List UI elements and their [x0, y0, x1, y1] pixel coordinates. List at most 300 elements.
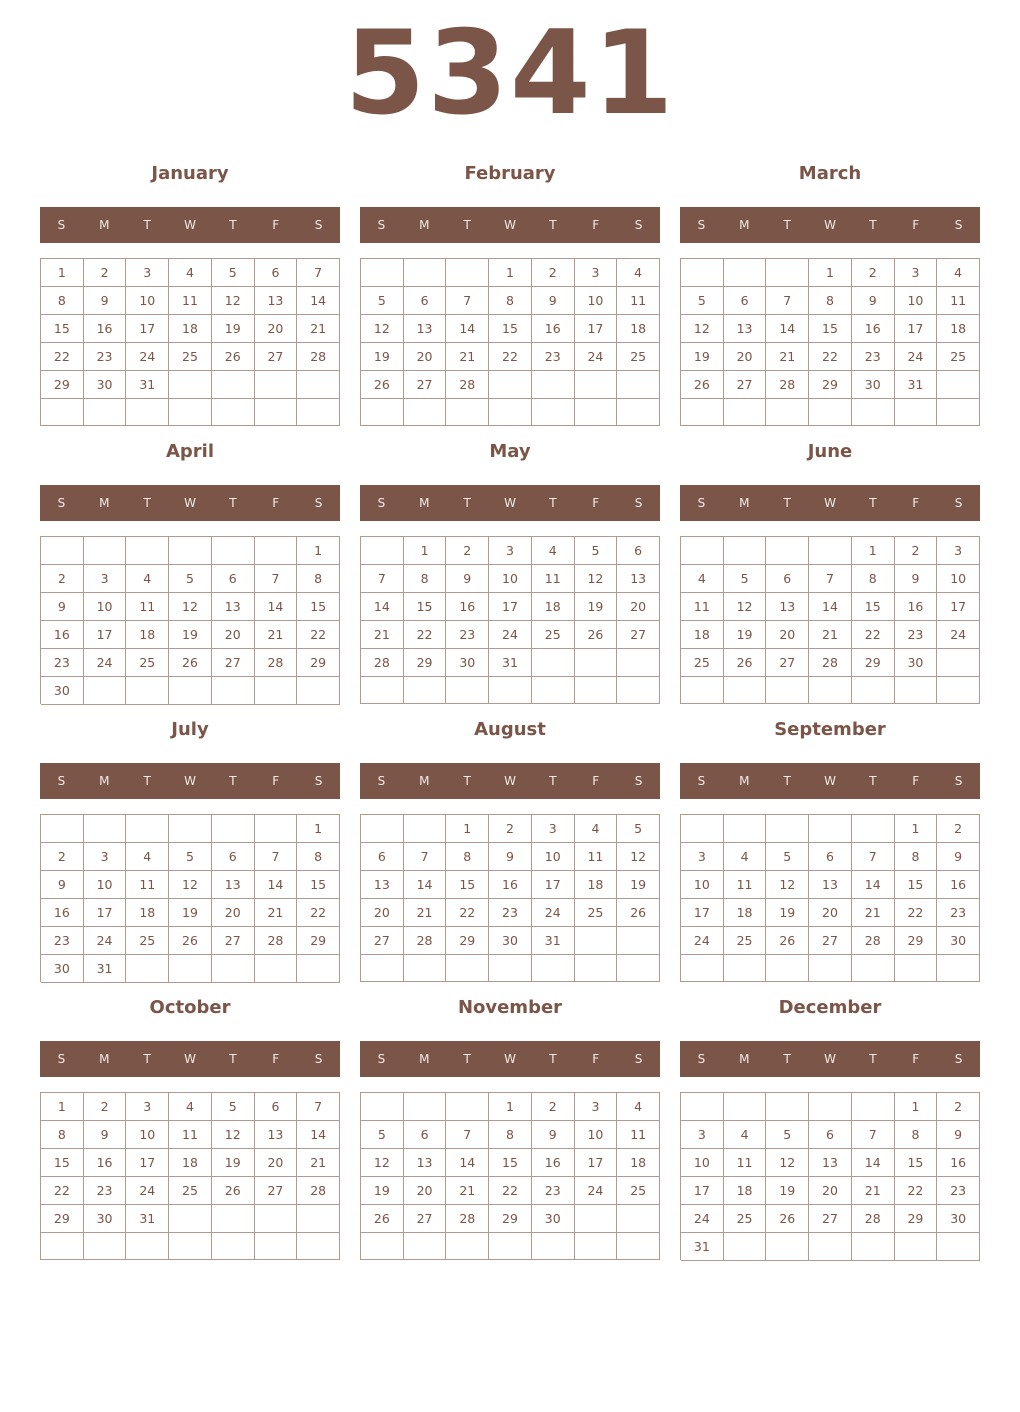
day-cell: 4 [724, 843, 767, 871]
day-cell: 4 [617, 259, 660, 287]
empty-cell [681, 1093, 724, 1121]
day-cell: 16 [84, 1149, 127, 1177]
empty-cell [937, 399, 980, 426]
day-cell: 7 [852, 1121, 895, 1149]
day-cell: 26 [169, 927, 212, 955]
day-cell: 21 [446, 1177, 489, 1205]
empty-cell [617, 677, 660, 704]
day-cell: 7 [297, 1093, 340, 1121]
day-cell: 25 [169, 343, 212, 371]
empty-cell [766, 1233, 809, 1261]
day-cell: 27 [809, 1205, 852, 1233]
empty-cell [617, 1233, 660, 1260]
day-cell: 18 [681, 621, 724, 649]
weekday-label: W [504, 218, 516, 232]
day-cell: 11 [937, 287, 980, 315]
day-cell: 13 [404, 1149, 447, 1177]
day-cell: 16 [489, 871, 532, 899]
empty-cell [361, 399, 404, 426]
day-cell: 24 [532, 899, 575, 927]
empty-cell [681, 259, 724, 287]
day-cell: 9 [895, 565, 938, 593]
empty-cell [724, 815, 767, 843]
day-cell: 22 [895, 899, 938, 927]
day-cell: 8 [852, 565, 895, 593]
weekday-label: S [314, 496, 323, 510]
day-cell: 9 [41, 871, 84, 899]
empty-cell [169, 677, 212, 705]
day-cell: 14 [255, 593, 298, 621]
day-cell: 27 [255, 343, 298, 371]
day-grid [360, 814, 660, 982]
empty-cell [895, 955, 938, 982]
empty-cell [255, 537, 298, 565]
empty-cell [575, 1205, 618, 1233]
day-cell: 18 [937, 315, 980, 343]
day-cell: 15 [489, 315, 532, 343]
month-name: January [151, 163, 229, 184]
weekday-header [360, 485, 660, 521]
day-cell: 30 [446, 649, 489, 677]
empty-cell [126, 1233, 169, 1260]
empty-cell [681, 955, 724, 982]
day-cell: 22 [404, 621, 447, 649]
weekday-label: W [184, 774, 196, 788]
empty-cell [84, 815, 127, 843]
weekday-label: S [314, 774, 323, 788]
weekday-label: M [739, 496, 750, 510]
day-cell: 21 [446, 343, 489, 371]
day-cell: 19 [361, 1177, 404, 1205]
empty-cell [297, 1205, 340, 1233]
day-cell: 24 [489, 621, 532, 649]
weekday-label: T [869, 218, 877, 232]
day-cell: 15 [489, 1149, 532, 1177]
empty-cell [255, 1233, 298, 1260]
day-cell: 25 [937, 343, 980, 371]
day-cell: 5 [766, 1121, 809, 1149]
month-name: August [474, 719, 546, 740]
day-cell: 18 [126, 899, 169, 927]
empty-cell [766, 815, 809, 843]
empty-cell [532, 399, 575, 426]
empty-cell [895, 399, 938, 426]
day-cell: 24 [895, 343, 938, 371]
empty-cell [41, 399, 84, 426]
day-cell: 28 [852, 927, 895, 955]
empty-cell [809, 677, 852, 704]
day-cell: 2 [489, 815, 532, 843]
day-cell: 22 [41, 343, 84, 371]
empty-cell [617, 399, 660, 426]
weekday-label: S [954, 1052, 963, 1066]
day-cell: 4 [126, 565, 169, 593]
day-cell: 26 [361, 371, 404, 399]
weekday-label: S [634, 774, 643, 788]
weekday-label: S [634, 218, 643, 232]
empty-cell [852, 1093, 895, 1121]
weekday-label: W [824, 1052, 836, 1066]
weekday-label: T [463, 218, 471, 232]
empty-cell [809, 399, 852, 426]
empty-cell [809, 1233, 852, 1261]
day-cell: 27 [255, 1177, 298, 1205]
day-cell: 29 [297, 649, 340, 677]
day-cell: 6 [255, 1093, 298, 1121]
day-cell: 27 [212, 649, 255, 677]
day-grid [680, 258, 980, 426]
day-cell: 22 [297, 621, 340, 649]
weekday-label: S [314, 218, 323, 232]
weekday-label: W [504, 1052, 516, 1066]
day-cell: 3 [532, 815, 575, 843]
day-cell: 13 [255, 1121, 298, 1149]
day-cell: 17 [895, 315, 938, 343]
day-cell: 28 [297, 343, 340, 371]
month-name: April [165, 441, 215, 462]
day-cell: 6 [617, 537, 660, 565]
empty-cell [809, 955, 852, 982]
day-cell: 26 [212, 1177, 255, 1205]
day-cell: 5 [724, 565, 767, 593]
day-cell: 27 [361, 927, 404, 955]
day-cell: 31 [895, 371, 938, 399]
day-cell: 2 [852, 259, 895, 287]
day-cell: 9 [852, 287, 895, 315]
empty-cell [126, 677, 169, 705]
empty-cell [446, 259, 489, 287]
day-cell: 17 [532, 871, 575, 899]
day-cell: 21 [766, 343, 809, 371]
month-name: June [807, 441, 853, 462]
day-cell: 2 [84, 259, 127, 287]
day-cell: 4 [532, 537, 575, 565]
empty-cell [297, 955, 340, 983]
weekday-label: S [57, 496, 66, 510]
empty-cell [212, 955, 255, 983]
day-cell: 9 [446, 565, 489, 593]
month-name: July [171, 719, 209, 740]
day-cell: 17 [489, 593, 532, 621]
day-cell: 22 [297, 899, 340, 927]
empty-cell [404, 399, 447, 426]
day-cell: 8 [297, 565, 340, 593]
day-cell: 12 [169, 871, 212, 899]
day-cell: 6 [404, 287, 447, 315]
day-cell: 24 [937, 621, 980, 649]
day-cell: 10 [937, 565, 980, 593]
day-cell: 2 [895, 537, 938, 565]
empty-cell [852, 399, 895, 426]
empty-cell [575, 677, 618, 704]
weekday-label: T [229, 218, 237, 232]
empty-cell [724, 537, 767, 565]
empty-cell [852, 955, 895, 982]
day-cell: 24 [681, 1205, 724, 1233]
day-cell: 16 [532, 1149, 575, 1177]
day-cell: 30 [937, 1205, 980, 1233]
day-cell: 1 [895, 815, 938, 843]
day-cell: 21 [809, 621, 852, 649]
empty-cell [255, 955, 298, 983]
day-cell: 26 [361, 1205, 404, 1233]
empty-cell [575, 927, 618, 955]
weekday-label: T [783, 218, 791, 232]
empty-cell [41, 1233, 84, 1260]
day-cell: 14 [404, 871, 447, 899]
empty-cell [255, 815, 298, 843]
day-cell: 25 [126, 927, 169, 955]
day-cell: 11 [724, 871, 767, 899]
weekday-label: M [99, 218, 110, 232]
empty-cell [212, 399, 255, 426]
day-cell: 2 [84, 1093, 127, 1121]
empty-cell [724, 677, 767, 704]
day-cell: 25 [617, 343, 660, 371]
day-cell: 25 [169, 1177, 212, 1205]
day-cell: 3 [575, 1093, 618, 1121]
day-cell: 11 [724, 1149, 767, 1177]
empty-cell [169, 537, 212, 565]
month-name: September [774, 719, 886, 740]
empty-cell [297, 1233, 340, 1260]
weekday-label: M [99, 774, 110, 788]
empty-cell [404, 259, 447, 287]
empty-cell [809, 1093, 852, 1121]
empty-cell [84, 537, 127, 565]
weekday-header [360, 763, 660, 799]
day-grid [680, 1092, 980, 1260]
empty-cell [852, 677, 895, 704]
weekday-label: S [377, 774, 386, 788]
day-cell: 1 [41, 1093, 84, 1121]
weekday-label: W [184, 1052, 196, 1066]
day-cell: 10 [575, 287, 618, 315]
day-cell: 4 [617, 1093, 660, 1121]
day-cell: 4 [169, 1093, 212, 1121]
weekday-label: S [954, 218, 963, 232]
day-cell: 18 [169, 315, 212, 343]
weekday-label: M [419, 774, 430, 788]
day-cell: 21 [361, 621, 404, 649]
day-cell: 12 [361, 315, 404, 343]
day-cell: 13 [361, 871, 404, 899]
weekday-label: W [184, 496, 196, 510]
day-cell: 27 [766, 649, 809, 677]
day-cell: 16 [41, 621, 84, 649]
day-cell: 5 [212, 1093, 255, 1121]
day-cell: 27 [809, 927, 852, 955]
day-cell: 30 [84, 1205, 127, 1233]
empty-cell [212, 677, 255, 705]
day-cell: 17 [126, 315, 169, 343]
day-cell: 1 [297, 815, 340, 843]
empty-cell [937, 955, 980, 982]
empty-cell [575, 649, 618, 677]
day-cell: 5 [361, 1121, 404, 1149]
day-cell: 5 [681, 287, 724, 315]
day-cell: 7 [809, 565, 852, 593]
empty-cell [575, 399, 618, 426]
day-cell: 19 [681, 343, 724, 371]
day-cell: 9 [937, 843, 980, 871]
empty-cell [617, 649, 660, 677]
empty-cell [724, 259, 767, 287]
empty-cell [361, 955, 404, 982]
weekday-label: T [783, 774, 791, 788]
day-cell: 15 [297, 871, 340, 899]
day-cell: 3 [126, 259, 169, 287]
empty-cell [937, 677, 980, 704]
empty-cell [212, 1233, 255, 1260]
day-cell: 9 [84, 1121, 127, 1149]
day-cell: 20 [809, 1177, 852, 1205]
empty-cell [937, 1233, 980, 1261]
weekday-label: F [912, 218, 920, 232]
weekday-label: S [954, 774, 963, 788]
empty-cell [532, 1233, 575, 1260]
day-cell: 28 [446, 371, 489, 399]
day-cell: 9 [41, 593, 84, 621]
day-cell: 19 [169, 899, 212, 927]
empty-cell [361, 537, 404, 565]
weekday-label: S [57, 774, 66, 788]
day-cell: 12 [575, 565, 618, 593]
day-cell: 30 [41, 677, 84, 705]
empty-cell [681, 537, 724, 565]
day-cell: 1 [489, 1093, 532, 1121]
empty-cell [852, 1233, 895, 1261]
day-cell: 8 [297, 843, 340, 871]
day-cell: 18 [532, 593, 575, 621]
day-cell: 28 [404, 927, 447, 955]
day-cell: 24 [681, 927, 724, 955]
day-cell: 13 [255, 287, 298, 315]
empty-cell [575, 1233, 618, 1260]
weekday-label: M [419, 218, 430, 232]
day-cell: 8 [489, 287, 532, 315]
empty-cell [446, 399, 489, 426]
empty-cell [766, 399, 809, 426]
weekday-label: F [272, 496, 280, 510]
empty-cell [41, 815, 84, 843]
day-cell: 19 [617, 871, 660, 899]
day-grid [360, 258, 660, 426]
empty-cell [766, 677, 809, 704]
day-cell: 29 [41, 1205, 84, 1233]
day-cell: 13 [766, 593, 809, 621]
empty-cell [169, 1205, 212, 1233]
day-cell: 23 [852, 343, 895, 371]
day-cell: 11 [169, 1121, 212, 1149]
day-cell: 13 [617, 565, 660, 593]
day-cell: 1 [41, 259, 84, 287]
day-cell: 8 [895, 1121, 938, 1149]
day-cell: 17 [575, 1149, 618, 1177]
day-cell: 22 [446, 899, 489, 927]
empty-cell [617, 371, 660, 399]
weekday-label: W [824, 774, 836, 788]
day-cell: 11 [681, 593, 724, 621]
day-cell: 26 [724, 649, 767, 677]
weekday-label: S [57, 1052, 66, 1066]
day-cell: 19 [724, 621, 767, 649]
empty-cell [895, 677, 938, 704]
day-cell: 14 [446, 1149, 489, 1177]
day-cell: 24 [84, 649, 127, 677]
empty-cell [361, 259, 404, 287]
weekday-label: F [272, 1052, 280, 1066]
day-cell: 16 [84, 315, 127, 343]
day-cell: 4 [724, 1121, 767, 1149]
weekday-label: T [143, 496, 151, 510]
day-cell: 16 [937, 871, 980, 899]
day-cell: 16 [446, 593, 489, 621]
weekday-label: S [697, 496, 706, 510]
day-cell: 23 [489, 899, 532, 927]
empty-cell [297, 371, 340, 399]
day-cell: 10 [126, 287, 169, 315]
weekday-header [680, 763, 980, 799]
day-cell: 3 [681, 1121, 724, 1149]
empty-cell [446, 677, 489, 704]
day-cell: 2 [532, 1093, 575, 1121]
day-cell: 21 [297, 1149, 340, 1177]
weekday-label: F [912, 774, 920, 788]
day-cell: 18 [169, 1149, 212, 1177]
day-cell: 6 [724, 287, 767, 315]
weekday-header [40, 485, 340, 521]
day-cell: 11 [575, 843, 618, 871]
day-cell: 5 [361, 287, 404, 315]
day-cell: 14 [766, 315, 809, 343]
day-cell: 4 [126, 843, 169, 871]
weekday-header [40, 1041, 340, 1077]
day-cell: 7 [297, 259, 340, 287]
empty-cell [766, 1093, 809, 1121]
empty-cell [532, 677, 575, 704]
day-cell: 26 [169, 649, 212, 677]
empty-cell [297, 399, 340, 426]
weekday-label: F [592, 218, 600, 232]
day-cell: 23 [937, 1177, 980, 1205]
day-cell: 28 [361, 649, 404, 677]
day-cell: 8 [895, 843, 938, 871]
day-cell: 6 [212, 843, 255, 871]
day-cell: 28 [255, 927, 298, 955]
day-cell: 20 [766, 621, 809, 649]
day-cell: 31 [126, 1205, 169, 1233]
day-cell: 25 [532, 621, 575, 649]
weekday-label: W [504, 496, 516, 510]
day-cell: 18 [126, 621, 169, 649]
empty-cell [489, 955, 532, 982]
day-cell: 17 [84, 899, 127, 927]
month-name: March [798, 163, 862, 184]
day-cell: 3 [895, 259, 938, 287]
day-cell: 29 [895, 927, 938, 955]
day-cell: 26 [212, 343, 255, 371]
day-cell: 8 [41, 1121, 84, 1149]
day-cell: 9 [84, 287, 127, 315]
empty-cell [126, 955, 169, 983]
day-cell: 17 [937, 593, 980, 621]
day-grid [40, 814, 340, 982]
empty-cell [84, 399, 127, 426]
day-cell: 24 [575, 343, 618, 371]
weekday-header [40, 763, 340, 799]
day-cell: 4 [937, 259, 980, 287]
